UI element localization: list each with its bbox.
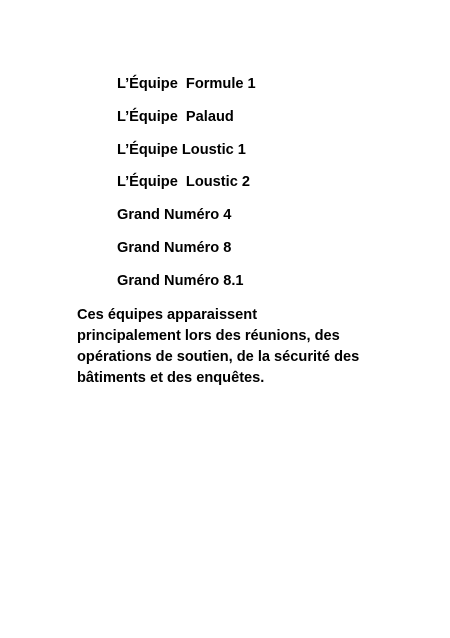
team-item-loustic-2: L’Équipe Loustic 2 [117,174,250,191]
team-item-grand-numero-4: Grand Numéro 4 [117,207,232,224]
paragraph-line: Ces équipes apparaissent [77,307,258,323]
team-item-grand-numero-8-1: Grand Numéro 8.1 [117,272,244,289]
paragraph-line: principalement lors des réunions, des [77,328,340,344]
team-item-formule-1: L’Équipe Formule 1 [117,76,256,92]
paragraph-line: bâtiments et des enquêtes. [77,370,265,386]
team-item-grand-numero-8: Grand Numéro 8 [117,239,232,256]
description-paragraph [77,305,377,389]
paragraph-line: opérations de soutien, de la sécurité des [77,349,360,365]
team-list [117,76,256,306]
team-item-palaud: L’Équipe Palaud [117,108,234,125]
team-item-loustic-1: L’Équipe Loustic 1 [117,141,246,158]
